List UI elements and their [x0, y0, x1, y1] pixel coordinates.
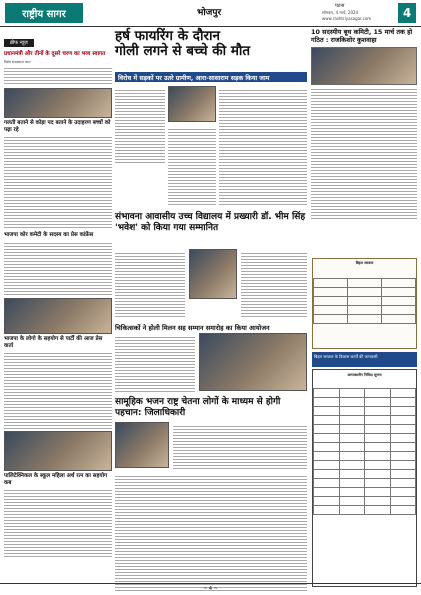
notice-title: बिहार सरकार [355, 261, 374, 265]
publication-date: सोमवार, 4 मार्च, 2024 [322, 10, 359, 15]
lead-headline-line-1: हर्ष फायरिंग के दौरान [115, 28, 220, 44]
right-text [311, 87, 417, 221]
left-story-5: पालिटेक्निकल के स्कूल महिला अर्थ रत्न का सहयोग कब [4, 473, 108, 486]
lead-text [168, 127, 216, 205]
left-story-byline: विशेष संवाददाता आरा [4, 59, 31, 64]
main-content [115, 29, 417, 591]
page-number: 4 [398, 3, 416, 23]
website: www.rashtriyasagar.com [322, 16, 372, 21]
left-story-3: भाजपा कोर कमेटी के सदस्य का प्रेस कांफ्रेंस [4, 232, 94, 239]
story-photo [4, 431, 112, 471]
lower-photo [115, 422, 169, 468]
lower-text [115, 474, 307, 592]
right-photo [311, 47, 417, 85]
text-block [4, 66, 112, 86]
mid-headline: संभावना आवासीय उच्च विद्यालय में प्रख्यारी डॉ. भीम सिंह 'भवेश' को किया गया सम्मानित [115, 212, 306, 234]
text-block [4, 488, 112, 558]
bar-text [115, 335, 195, 393]
lead-text [219, 88, 307, 205]
text-block [4, 241, 112, 296]
story-photo [4, 88, 112, 118]
tender-table [313, 388, 416, 515]
city-name: पटना [335, 3, 345, 9]
lead-banner: विरोध में सड़कों पर उतरे ग्रामीण, आरा-सासाराम सड़क किया जाम [115, 72, 307, 82]
story-photo [4, 298, 112, 334]
left-story-1: प्रधानमंत्री और तीनों के दूसरे चरण का भव्य स्वागत [4, 51, 106, 57]
tender-title: अल्पकालीन निविदा सूचना [347, 373, 382, 377]
lower-text [173, 424, 307, 470]
bar-headline: चिकित्सकों ने होली मिलन सह सम्मान समारोह का किया आयोजन [115, 324, 270, 332]
blue-notice: बिहार सरकार के विकास कार्यों की जानकारी [312, 352, 417, 367]
text-block [4, 135, 112, 230]
section-title: भोजपुर [197, 8, 222, 18]
lower-headline: सामूहिक भजन राष्ट्र चेतना लोगों के माध्यम से होगी पहचान: जिलाधिकारी [115, 397, 281, 419]
brief-news-tag: ब्रीफ न्यूज़ [4, 39, 34, 47]
mid-text [241, 251, 307, 319]
tender-box [312, 369, 417, 587]
lead-text [115, 88, 165, 164]
page-footer: ~ 4 ~ [0, 583, 421, 595]
left-column [4, 29, 112, 591]
mid-photo [189, 249, 237, 299]
lead-headline [115, 29, 307, 59]
right-story [311, 29, 417, 223]
left-story-4: भाजपा के लोगो के सहयोग से पार्टी की आज प्रेस वार्ता [4, 335, 103, 349]
left-story-2: गलती बताने से कोड़ा पद बताने के उदाहरण बच्चों को पढ़ा रहे [4, 120, 111, 133]
mid-text [115, 251, 185, 319]
newspaper-brand: राष्ट्रीय सागर [5, 3, 83, 23]
masthead [0, 0, 421, 27]
right-headline: 10 सदस्यीय बूथ कमिटी, 15 मार्च तक हो गठित : राजकिशोर कुशवाहा [311, 28, 413, 44]
notice-table [313, 278, 416, 324]
notice-box [312, 258, 417, 349]
lead-headline-line-2: गोली लगने से बच्चे की मौत [115, 42, 251, 59]
text-block [4, 351, 112, 429]
lead-photo [168, 86, 216, 122]
bar-photo [199, 333, 307, 391]
